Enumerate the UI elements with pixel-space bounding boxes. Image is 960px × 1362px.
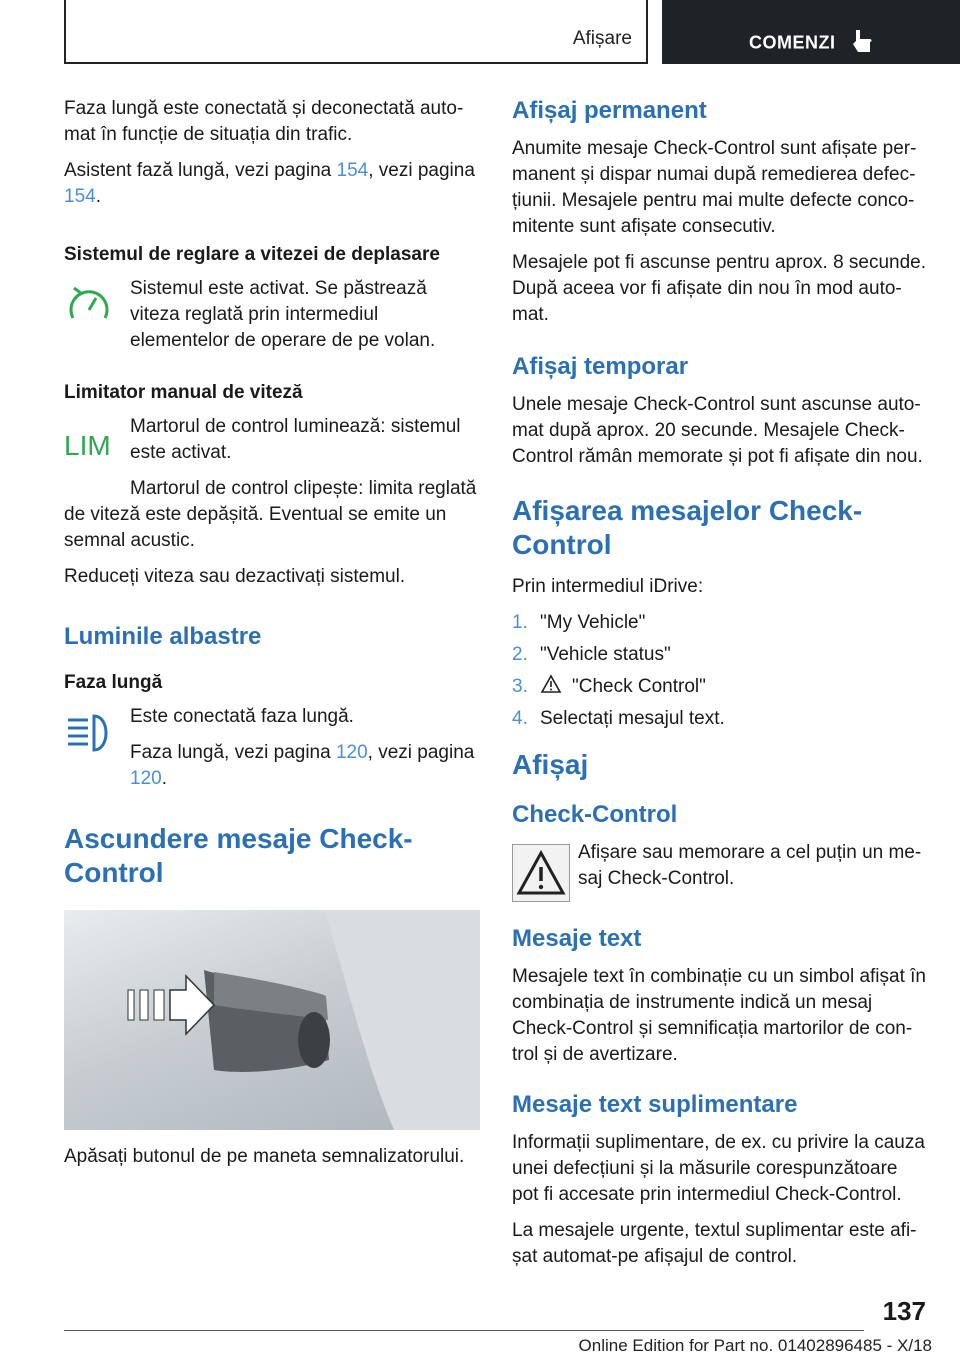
paragraph: Reduceți viteza sau dezactivați sistemul. — [64, 566, 406, 587]
section-heading: Mesaje text — [512, 925, 642, 952]
warning-triangle-icon — [512, 844, 570, 902]
paragraph: Afișare sau memorare a cel puțin un mesaj Check-Control. — [578, 842, 922, 889]
pointing-hand-icon — [851, 28, 873, 59]
paragraph: Unele mesaje Check-Control sunt ascunse automat după aprox. 20 secunde. Mesajele Check-Control rămân memorate și pot fi afișate din nou. — [512, 394, 923, 467]
step-text: "Check Control" — [572, 676, 706, 697]
section-heading: Afișaj temporar — [512, 353, 689, 380]
page-link[interactable]: 154 — [336, 160, 369, 181]
footer-divider — [64, 1330, 864, 1331]
icon-row — [64, 414, 480, 554]
section-tab — [64, 0, 648, 64]
subheading: Faza lungă — [64, 672, 163, 693]
paragraph: Martorul de control luminează: sistemul este activat. — [130, 416, 461, 463]
left-column — [64, 96, 480, 1180]
text: , vezi pagina — [367, 742, 475, 763]
page-link[interactable]: 154 — [64, 186, 96, 207]
cruise-control-icon — [64, 280, 114, 330]
list-item — [512, 610, 928, 636]
paragraph — [130, 740, 480, 792]
right-column — [512, 96, 928, 1280]
step-text: Selectați mesajul text. — [540, 708, 725, 729]
paragraph: Este conectată faza lungă. — [130, 706, 354, 727]
step-text: "Vehicle status" — [540, 644, 671, 665]
list-item — [512, 642, 928, 668]
page-link[interactable]: 120 — [130, 768, 162, 789]
limiter-icon: LIM — [64, 430, 111, 461]
page-number: 137 — [882, 1296, 926, 1326]
section-heading: Afișaj permanent — [512, 97, 707, 124]
section-title: Afișare — [572, 28, 632, 49]
icon-row — [512, 840, 928, 914]
chapter-title: COMENZI — [748, 32, 836, 53]
text: . — [95, 186, 101, 207]
paragraph: Sistemul este activat. Se păstrează viteza reglată prin intermediul elementelor de operare de pe volan. — [130, 278, 436, 351]
paragraph: Martorul de control clipește: limita reglată de viteză este depășită. Eventual se emite un semnal acustic. — [64, 478, 477, 551]
text: . — [161, 768, 167, 789]
icon-row — [64, 276, 480, 354]
paragraph: Informații suplimentare, de ex. cu privire la cauza unei defecțiuni și la măsurile corespunzătoare pot fi accesate prin intermediul Check-Control. — [512, 1132, 925, 1205]
warning-triangle-icon — [540, 674, 562, 694]
step-text: "My Vehicle" — [540, 612, 646, 633]
step-list — [512, 610, 928, 732]
icon-row — [64, 704, 480, 792]
figure-caption: Apăsați butonul de pe maneta semnalizatorului. — [64, 1146, 465, 1167]
edition-note: Online Edition for Part no. 01402896485 - X/18 — [578, 1336, 932, 1355]
section-heading: Mesaje text suplimentare — [512, 1091, 798, 1118]
step-number: 1. — [512, 612, 528, 633]
paragraph: Faza lungă este conectată și deconectată automat în funcție de situația din trafic. — [64, 98, 464, 145]
text: , vezi pagina — [368, 160, 475, 181]
step-number: 3. — [512, 676, 528, 697]
section-heading: Afișarea mesajelor Check-Control — [512, 495, 863, 560]
section-heading: Ascundere mesaje Check-Control — [64, 823, 413, 888]
step-number: 4. — [512, 708, 528, 729]
paragraph: Mesajele pot fi ascunse pentru aprox. 8 secunde. După aceea vor fi afișate din nou în mod automat. — [512, 252, 927, 325]
page-header — [64, 0, 960, 64]
paragraph: La mesajele urgente, textul suplimentar este afișat automat-pe afișajul de control. — [512, 1220, 917, 1267]
section-heading: Luminile albastre — [64, 623, 262, 650]
list-item — [512, 674, 928, 700]
subheading: Sistemul de reglare a vitezei de deplasare — [64, 244, 440, 265]
section-heading: Afișaj — [512, 749, 589, 780]
chapter-tab — [662, 0, 960, 64]
text: Asistent fază lungă, vezi pagina — [64, 160, 337, 181]
step-number: 2. — [512, 644, 528, 665]
subheading: Limitator manual de viteză — [64, 382, 303, 403]
high-beam-icon — [64, 708, 114, 758]
page-link[interactable]: 120 — [335, 742, 368, 763]
paragraph: Anumite mesaje Check-Control sunt afișate permanent și dispar numai după remedierea defecțiunii. Mesajele pentru mai multe defecte concomitente sunt afișate consecutiv. — [512, 138, 917, 237]
list-item — [512, 706, 928, 732]
paragraph: Mesajele text în combinație cu un simbol afișat în combinația de instrumente indică un mesaj Check-Control și semnificația martorilor de control și de avertizare. — [512, 966, 926, 1065]
paragraph — [64, 158, 480, 210]
paragraph: Prin intermediul iDrive: — [512, 576, 704, 597]
turn-signal-stalk-photo — [64, 910, 480, 1130]
section-heading: Check-Control — [512, 801, 678, 828]
text: Faza lungă, vezi pagina — [130, 742, 336, 763]
